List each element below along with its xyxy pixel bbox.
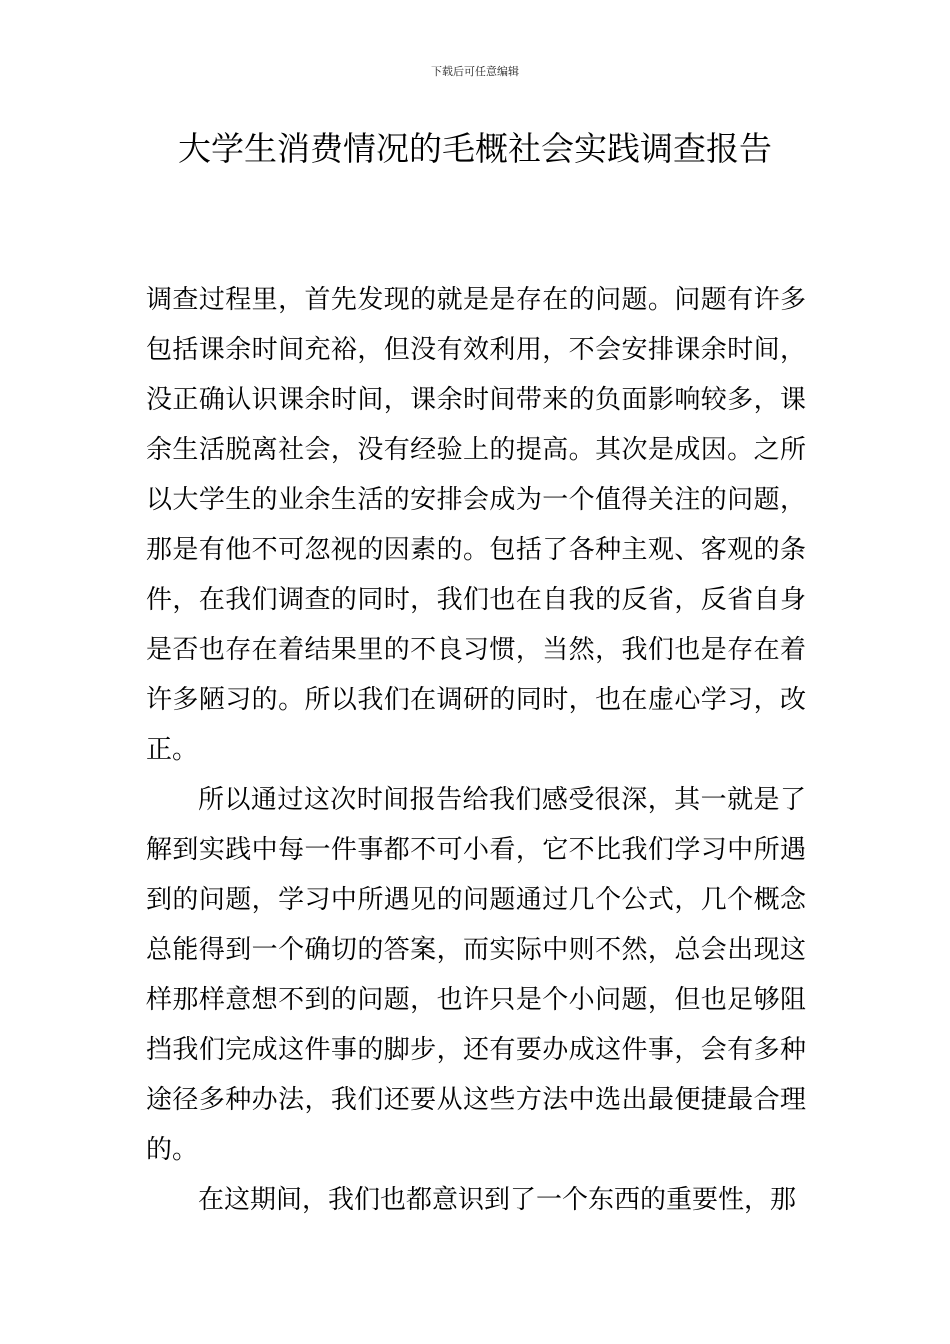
document-body [146, 275, 806, 1225]
paragraph-3: 在这期间，我们也都意识到了一个东西的重要性，那 [198, 1185, 797, 1215]
header-note: 下载后可任意编辑 [431, 65, 519, 78]
paragraph-1: 调查过程里，首先发现的就是是存在的问题。问题有许多包括课余时间充裕，但没有效利用，不会安排课余时间，没正确认识课余时间，课余时间带来的负面影响较多，课余生活脱离社会，没有经验上的提高。其次是成因。之所以大学生的业余生活的安排会成为一个值得关注的问题，那是有他不可忽视的因素的。包括了各种主观、客观的条件，在我们调查的同时，我们也在自我的反省，反省自身是否也存在着结果里的不良习惯，当然，我们也是存在着许多陋习的。所以我们在调研的同时，也在虚心学习，改正。 [146, 285, 806, 765]
document-title: 大学生消费情况的毛概社会实践调查报告 [178, 129, 772, 168]
paragraph-2: 所以通过这次时间报告给我们感受很深，其一就是了解到实践中每一件事都不可小看，它不比我们学习中所遇到的问题，学习中所遇见的问题通过几个公式，几个概念总能得到一个确切的答案，而实际中则不然，总会出现这样那样意想不到的问题，也许只是个小问题，但也足够阻挡我们完成这件事的脚步，还有要办成这件事，会有多种途径多种办法，我们还要从这些方法中选出最便捷最合理的。 [146, 785, 806, 1165]
